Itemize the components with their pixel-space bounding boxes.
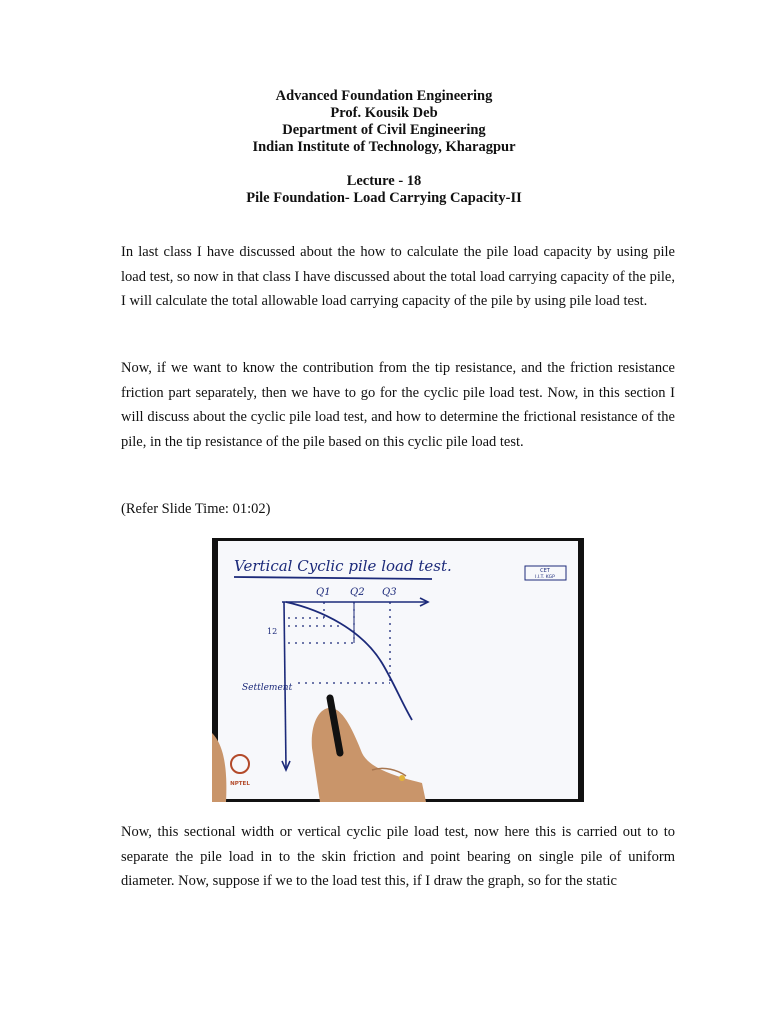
paragraph-4: Now, this sectional width or vertical cyclic pile load test, now here this is carried out to to separate the pile load in to the skin friction and point bearing on single pile of uniform diameter. Now, suppose if we to the load test this, if I draw the graph, so for the static bbox=[121, 824, 675, 889]
slide-time-reference: (Refer Slide Time: 01:02) bbox=[121, 501, 271, 517]
professor-name: Prof. Kousik Deb bbox=[330, 105, 438, 121]
lecture-slide-image bbox=[212, 538, 584, 802]
badge-line-1: CET bbox=[540, 568, 550, 574]
settlement-label: Settlement bbox=[242, 683, 293, 693]
lecture-topic: Pile Foundation- Load Carrying Capacity-II bbox=[246, 190, 522, 206]
q1-label: Q1 bbox=[316, 587, 331, 598]
paragraph-1: In last class I have discussed about the how to calculate the pile load capacity by using pile load test, so now in that class I have discussed about the total load carrying capacity of the pile, I will calculate the total allowable load carrying capacity of the pile by using pile load test. bbox=[121, 244, 675, 309]
department-name: Department of Civil Engineering bbox=[282, 122, 486, 138]
slide-drawing bbox=[212, 538, 584, 802]
q2-label: Q2 bbox=[350, 587, 365, 598]
whiteboard bbox=[218, 541, 578, 799]
lecture-number: Lecture - 18 bbox=[346, 173, 422, 189]
course-title: Advanced Foundation Engineering bbox=[275, 88, 493, 104]
document-header bbox=[0, 88, 768, 207]
badge-line-2: I.I.T. KGP bbox=[535, 575, 555, 580]
q3-label: Q3 bbox=[382, 587, 397, 598]
slide-title: Vertical Cyclic pile load test. bbox=[234, 557, 452, 575]
institute-name: Indian Institute of Technology, Kharagpur bbox=[252, 139, 516, 155]
paragraph-2: Now, if we want to know the contribution from the tip resistance, and the friction resistance friction part separately, then we have to go for the cyclic pile load test. Now, in this section I will discuss about the cyclic pile load test, and how to determine the frictional resistance of the pile, in the tip resistance of the pile based on this cyclic pile load test. bbox=[121, 360, 675, 450]
y-tick-label: 12 bbox=[267, 627, 278, 636]
nptel-logo-text: NPTEL bbox=[230, 781, 250, 787]
